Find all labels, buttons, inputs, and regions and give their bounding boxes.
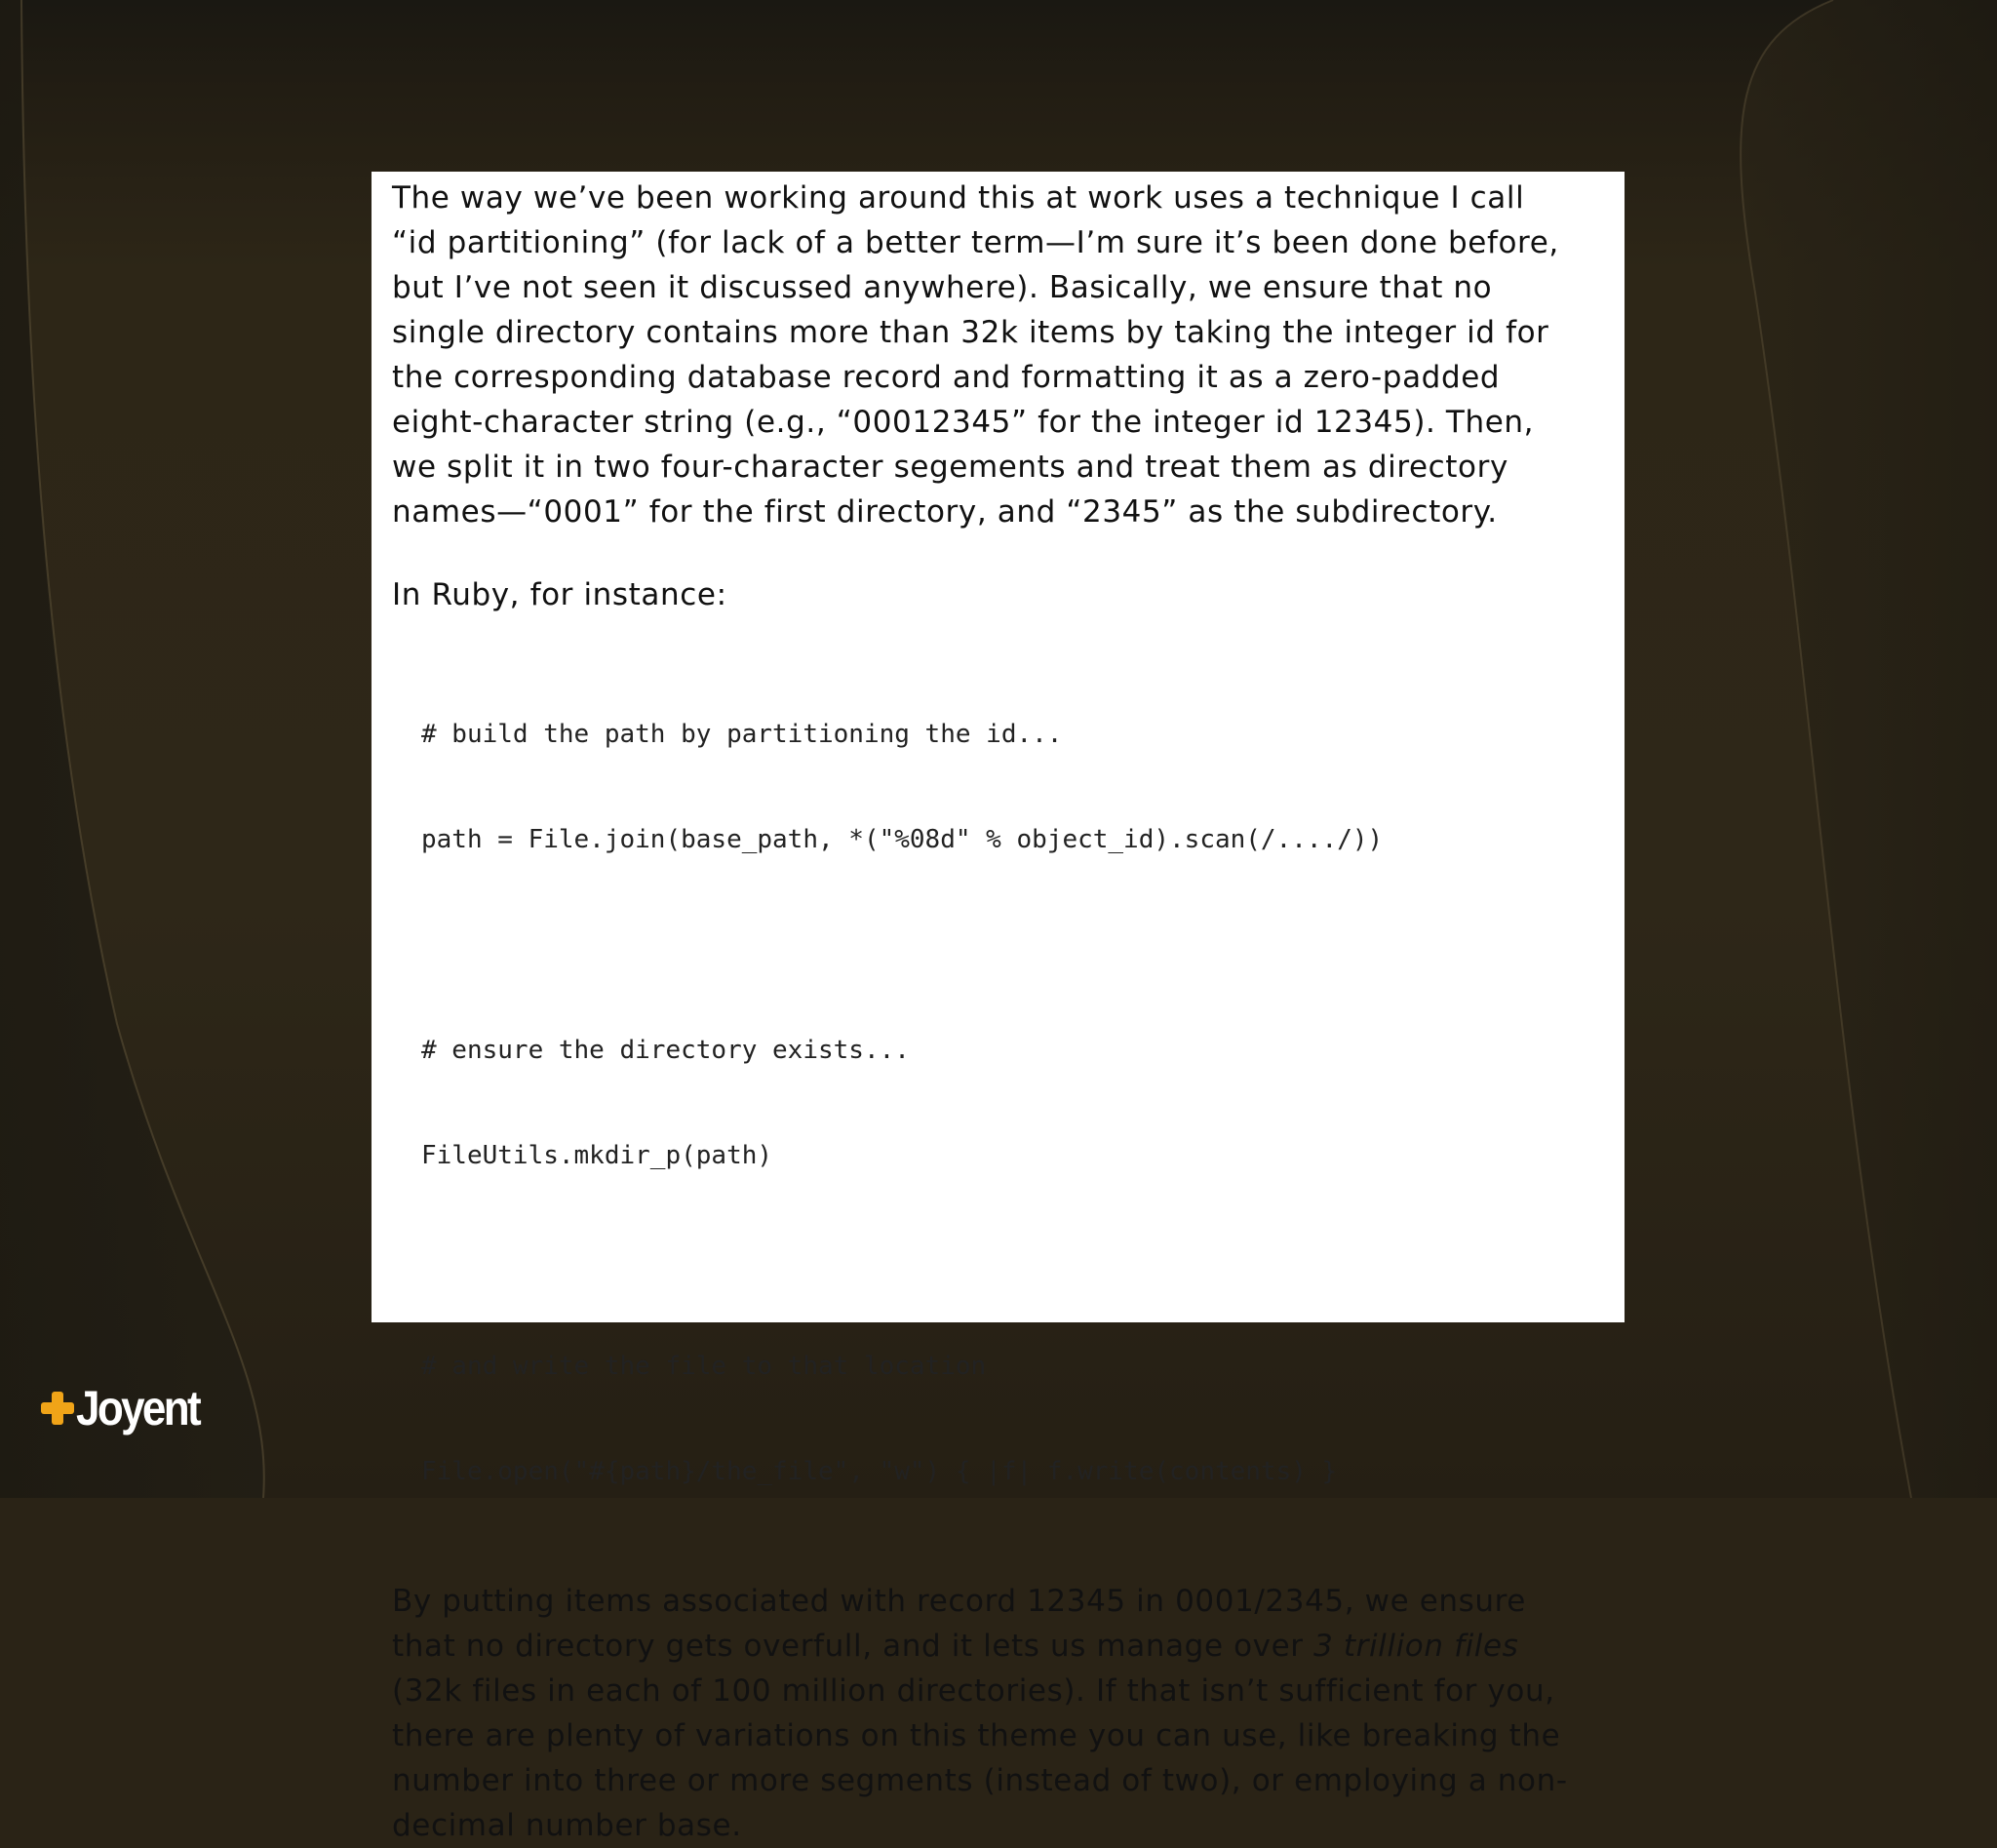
conclusion-text-end: (32k files in each of 100 million directories). If that isn’t sufficient for you, there are plenty of variations on this theme you can use, like breaking the number into three or more segments (instead of two), or employing a non-decimal number base. <box>392 1673 1568 1843</box>
logo-text: Joyent <box>76 1381 199 1435</box>
code-line: FileUtils.mkdir_p(path) <box>421 1141 773 1170</box>
intro-paragraph: The way we’ve been working around this at work uses a technique I call “id partitioning” (for lack of a better term—I’m sure it’s been done before, but I’ve not seen it discussed anywhere). Basically, we ensure that no single directory contains more than 32k items by taking the integer id for the corresponding database record and formatting it as a zero-padded eight-character string (e.g., “00012345” for the integer id 12345). Then, we split it in two four-character segements and treat them as directory names—“0001” for the first directory, and “2345” as the subdirectory. <box>392 180 1559 530</box>
ruby-intro-paragraph: In Ruby, for instance: <box>392 577 727 612</box>
article-excerpt <box>372 172 1625 1843</box>
code-line: path = File.join(base_path, *("%08d" % object_id).scan(/..../)) <box>421 825 1384 854</box>
code-line: File.open("#{path}/the_file", "w") { |f| f.write(contents) } <box>421 1457 1338 1486</box>
code-line: # build the path by partitioning the id... <box>421 720 1063 749</box>
joyent-logo <box>41 1379 215 1437</box>
code-block <box>421 647 1568 1559</box>
code-blank-line <box>421 1243 1568 1278</box>
conclusion-paragraph <box>392 1579 1568 1848</box>
conclusion-emphasis: 3 trillion files <box>1313 1629 1519 1664</box>
code-line: # and write the file to that location <box>421 1352 987 1381</box>
plus-icon <box>41 1392 74 1425</box>
code-line: # ensure the directory exists... <box>421 1036 910 1065</box>
code-blank-line <box>421 927 1568 963</box>
conclusion-text-start: By putting items associated with record 12345 in 0001/2345, we ensure that no directory gets overfull, and it lets us manage over <box>392 1584 1526 1664</box>
